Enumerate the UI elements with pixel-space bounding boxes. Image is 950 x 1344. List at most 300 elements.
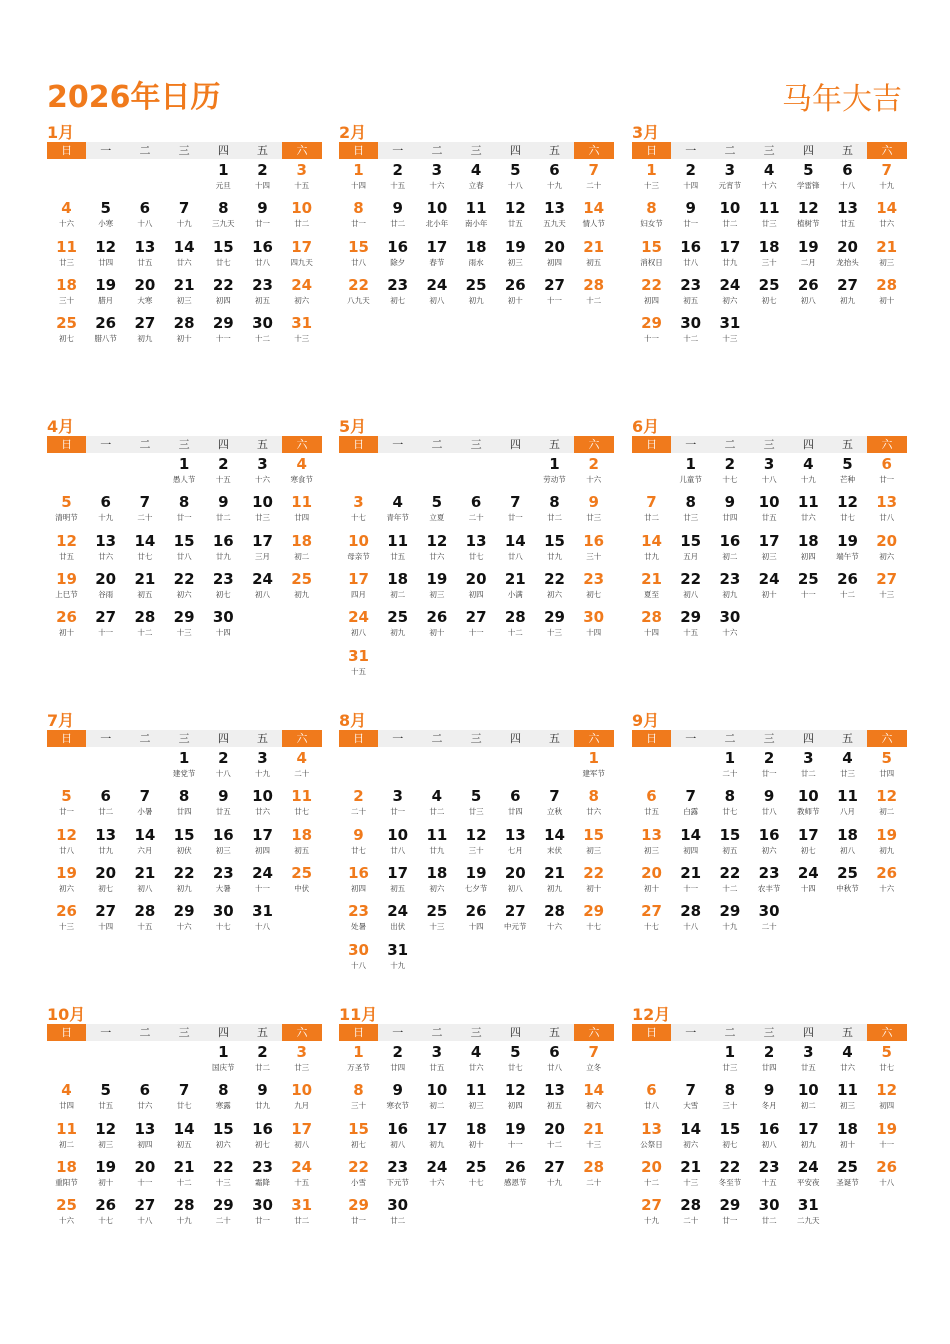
- day-cell: [828, 1080, 867, 1118]
- day-cell: [339, 1157, 378, 1195]
- day-number: 25: [387, 608, 409, 627]
- lunar-date: 初九: [840, 295, 855, 305]
- lunar-date: 十二: [176, 1177, 192, 1187]
- lunar-date: 廿一: [59, 807, 74, 817]
- lunar-date: 初二: [879, 807, 895, 817]
- day-number: 4: [842, 749, 853, 767]
- lunar-date: 南小年: [464, 219, 488, 229]
- lunar-date: 廿二: [215, 513, 231, 523]
- day-cell: [378, 198, 417, 236]
- lunar-date: 廿四: [59, 1101, 74, 1111]
- weekday-label: 日: [339, 730, 378, 747]
- lunar-date: 三九天: [212, 219, 235, 229]
- day-number: 19: [504, 1119, 526, 1138]
- lunar-date: 初九: [429, 1139, 445, 1149]
- weekday-label: 一: [685, 1026, 697, 1039]
- day-cell: [496, 237, 535, 275]
- lunar-date: 廿六: [879, 219, 895, 229]
- day-number: 9: [257, 1081, 268, 1100]
- weekday-label: 六: [574, 730, 614, 747]
- lunar-date: 廿八: [644, 1101, 659, 1111]
- day-number: 13: [95, 825, 117, 844]
- day-cell: [828, 160, 867, 198]
- lunar-date: 十六: [586, 475, 602, 484]
- weekday-header: [632, 142, 907, 159]
- day-number: 16: [252, 1119, 273, 1138]
- lunar-date: 清明节: [55, 513, 78, 523]
- weekday-label: 五: [842, 438, 854, 451]
- weekday-label: 五: [257, 144, 269, 157]
- day-number: 28: [680, 1196, 702, 1215]
- lunar-date: 十六: [547, 922, 562, 932]
- day-number: 27: [95, 608, 117, 627]
- day-number: 21: [173, 1157, 195, 1176]
- day-cell: [204, 1195, 243, 1233]
- lunar-date: 初六: [761, 845, 777, 855]
- lunar-date: 十二: [137, 628, 153, 638]
- day-number: 20: [641, 1157, 662, 1176]
- lunar-date: 九月: [294, 1101, 310, 1111]
- weekday-label: 日: [47, 142, 86, 159]
- day-number: 2: [763, 1043, 775, 1061]
- day-cell: [282, 569, 321, 607]
- lunar-date: 儿童节: [679, 475, 702, 484]
- lunar-date: 十三: [586, 1139, 602, 1149]
- day-number: 5: [61, 787, 72, 806]
- lunar-date: 十八: [137, 219, 153, 229]
- day-number: 6: [842, 161, 853, 179]
- day-cell: [125, 492, 164, 530]
- day-number: 22: [719, 1157, 741, 1176]
- day-number: 16: [387, 237, 409, 256]
- day-number: 2: [392, 1043, 403, 1061]
- lunar-date: 初三: [644, 845, 659, 855]
- day-cell: [243, 198, 282, 236]
- day-cell: [789, 1119, 828, 1157]
- lunar-date: 廿一: [255, 1216, 270, 1226]
- day-cell: [828, 1042, 867, 1080]
- day-cell: [632, 275, 671, 313]
- lunar-date: 大雪: [683, 1101, 699, 1111]
- day-cell: [282, 863, 321, 901]
- day-cell: [574, 237, 613, 275]
- day-number: 15: [583, 825, 605, 844]
- day-cell: [457, 786, 496, 824]
- lunar-date: 愚人节: [172, 475, 196, 484]
- lunar-date: 小满: [507, 589, 523, 599]
- lunar-date: 十六: [59, 219, 74, 229]
- lunar-date: 廿六: [800, 513, 816, 523]
- day-number: 7: [588, 1043, 599, 1061]
- day-number: 9: [392, 199, 403, 218]
- day-cell: [417, 1042, 456, 1080]
- lunar-date: 十九: [547, 1177, 562, 1187]
- lunar-date: 十一: [879, 1139, 895, 1149]
- lunar-date: 初二: [59, 1139, 74, 1149]
- day-number: 12: [465, 825, 487, 844]
- day-number: 18: [797, 531, 819, 550]
- lunar-date: 十六: [429, 1177, 445, 1187]
- lunar-date: 消权日: [640, 257, 663, 267]
- day-number: 23: [252, 1157, 273, 1176]
- day-number: 17: [719, 237, 741, 256]
- day-cell: [867, 1157, 906, 1195]
- day-cell: [867, 531, 906, 569]
- day-cell: [535, 198, 574, 236]
- day-number: 2: [724, 455, 736, 473]
- day-cell: [750, 531, 789, 569]
- lunar-date: 初八: [800, 295, 816, 305]
- lunar-date: 廿四: [294, 513, 310, 523]
- day-number: 1: [646, 161, 657, 179]
- day-number: 5: [881, 749, 892, 767]
- lunar-date: 大寒: [137, 295, 153, 305]
- lunar-date: 重阳节: [55, 1177, 78, 1187]
- day-number: 9: [257, 199, 268, 218]
- lunar-date: 廿六: [429, 551, 445, 561]
- day-number: 31: [719, 314, 741, 333]
- lunar-date: 立夏: [429, 513, 445, 523]
- lunar-date: 廿七: [176, 1101, 192, 1111]
- day-number: 17: [291, 237, 313, 256]
- weekday-label: 四: [217, 144, 229, 157]
- lunar-date: 中秋节: [836, 883, 859, 893]
- day-number: 16: [758, 825, 780, 844]
- weekday-label: 二: [431, 438, 443, 451]
- day-number: 23: [758, 863, 780, 882]
- day-number: 20: [837, 237, 858, 256]
- day-number: 21: [134, 863, 156, 882]
- lunar-date: 廿二: [800, 769, 816, 778]
- weekday-label: 六: [282, 730, 322, 747]
- day-number: 9: [588, 493, 599, 512]
- day-number: 24: [291, 1157, 313, 1176]
- day-number: 17: [797, 1119, 819, 1138]
- lunar-date: 除夕: [390, 257, 406, 267]
- day-number: 4: [803, 455, 814, 473]
- day-cell: [867, 863, 906, 901]
- day-number: 5: [510, 1043, 521, 1061]
- day-number: 17: [758, 531, 780, 550]
- lunar-date: 初四: [800, 551, 816, 561]
- lunar-date: 初九: [294, 589, 310, 599]
- day-cell: [671, 607, 710, 645]
- day-cell: [457, 275, 496, 313]
- day-cell: [496, 1119, 535, 1157]
- day-cell: [671, 237, 710, 275]
- day-number: 21: [544, 863, 565, 882]
- day-number: 11: [465, 1081, 487, 1100]
- day-number: 8: [549, 493, 560, 512]
- lunar-date: 廿二: [390, 219, 406, 229]
- day-number: 28: [173, 314, 195, 333]
- lunar-date: 廿八: [351, 257, 366, 267]
- day-cell: [125, 1119, 164, 1157]
- day-number: 3: [431, 161, 443, 179]
- lunar-date: 初十: [429, 628, 445, 638]
- weekday-label: 日: [47, 730, 86, 747]
- day-cell: [47, 1195, 86, 1233]
- day-number: 24: [797, 1157, 819, 1176]
- weekday-label: 四: [217, 438, 229, 451]
- day-number: 20: [134, 275, 156, 294]
- day-number: 21: [680, 1157, 702, 1176]
- lunar-date: 白露: [683, 807, 699, 817]
- day-cell: [378, 1119, 417, 1157]
- lunar-date: 十五: [351, 666, 366, 676]
- day-number: 28: [583, 1157, 605, 1176]
- day-number: 28: [134, 902, 156, 921]
- day-number: 20: [95, 863, 117, 882]
- day-cell: [496, 1080, 535, 1118]
- lunar-date: 初七: [215, 589, 231, 599]
- lunar-date: 廿六: [176, 257, 192, 267]
- day-cell: [86, 492, 125, 530]
- day-number: 10: [797, 1081, 819, 1100]
- day-cell: [243, 531, 282, 569]
- weekday-header: [47, 142, 322, 159]
- day-number: 22: [641, 275, 662, 294]
- day-cell: [574, 825, 613, 863]
- lunar-date: 初八: [507, 883, 523, 893]
- lunar-date: 廿二: [429, 807, 445, 817]
- lunar-date: 初五: [390, 883, 406, 893]
- lunar-date: 十八: [351, 960, 366, 970]
- day-number: 18: [56, 1157, 77, 1176]
- weekday-label: 三: [763, 438, 775, 451]
- day-cell: [789, 1080, 828, 1118]
- day-cell: [632, 1157, 671, 1195]
- day-number: 30: [583, 608, 605, 627]
- day-cell: [789, 1042, 828, 1080]
- lunar-date: 上巳节: [55, 589, 78, 599]
- day-cell: [339, 901, 378, 939]
- day-number: 2: [763, 749, 775, 767]
- lunar-date: 十六: [879, 883, 895, 893]
- day-number: 20: [95, 569, 117, 588]
- day-cell: [535, 160, 574, 198]
- day-cell: [750, 492, 789, 530]
- day-cell: [282, 492, 321, 530]
- day-number: 11: [387, 531, 409, 550]
- lunar-date: 十三: [294, 334, 310, 344]
- day-cell: [710, 160, 749, 198]
- day-number: 6: [100, 493, 111, 512]
- lunar-date: 三月: [255, 551, 270, 561]
- day-number: 10: [426, 1081, 448, 1100]
- day-cell: [86, 1080, 125, 1118]
- day-cell: [750, 863, 789, 901]
- day-cell: [165, 607, 204, 645]
- day-number: 23: [252, 275, 273, 294]
- lunar-date: 廿六: [586, 807, 602, 817]
- day-number: 15: [544, 531, 565, 550]
- day-number: 21: [876, 237, 898, 256]
- lunar-date: 初六: [294, 295, 310, 305]
- day-number: 30: [252, 314, 273, 333]
- day-number: 10: [252, 787, 273, 806]
- month-title: 12月: [632, 1005, 671, 1024]
- day-cell: [417, 607, 456, 645]
- lunar-date: 万圣节: [347, 1063, 370, 1072]
- day-number: 19: [837, 531, 858, 550]
- weekday-label: 三: [763, 1026, 775, 1039]
- day-number: 11: [465, 199, 487, 218]
- day-number: 13: [134, 237, 156, 256]
- lunar-date: 十六: [255, 475, 270, 484]
- weekday-label: 五: [549, 144, 561, 157]
- day-number: 10: [426, 199, 448, 218]
- lunar-date: 感恩节: [504, 1177, 527, 1187]
- day-cell: [789, 454, 828, 492]
- day-number: 3: [431, 1043, 443, 1061]
- day-cell: [867, 237, 906, 275]
- lunar-date: 十九: [644, 1216, 659, 1226]
- day-cell: [574, 160, 613, 198]
- day-number: 19: [95, 275, 117, 294]
- day-number: 12: [95, 1119, 117, 1138]
- month-title: 4月: [47, 417, 75, 436]
- day-number: 5: [510, 161, 521, 179]
- day-cell: [125, 198, 164, 236]
- weekday-label: 五: [842, 1026, 854, 1039]
- lunar-date: 初六: [59, 883, 74, 893]
- lunar-date: 廿五: [644, 807, 659, 817]
- day-cell: [282, 275, 321, 313]
- day-number: 22: [719, 863, 741, 882]
- day-number: 5: [100, 1081, 111, 1100]
- lunar-date: 十八: [879, 1177, 895, 1187]
- lunar-date: 植树节: [797, 219, 820, 229]
- day-number: 8: [353, 199, 364, 218]
- day-cell: [417, 275, 456, 313]
- day-number: 26: [797, 275, 819, 294]
- day-number: 26: [504, 275, 526, 294]
- day-cell: [378, 1195, 417, 1233]
- day-number: 6: [139, 1081, 151, 1100]
- day-number: 29: [719, 902, 741, 921]
- day-number: 27: [134, 314, 156, 333]
- day-number: 22: [348, 1157, 369, 1176]
- day-cell: [282, 1042, 321, 1080]
- day-number: 11: [837, 1081, 858, 1100]
- day-cell: [282, 825, 321, 863]
- day-cell: [47, 313, 86, 351]
- lunar-date: 廿九: [429, 845, 445, 855]
- day-number: 8: [685, 493, 696, 512]
- day-number: 22: [173, 569, 195, 588]
- day-number: 15: [680, 531, 702, 550]
- day-cell: [47, 275, 86, 313]
- lunar-date: 下元节: [386, 1177, 409, 1187]
- lunar-date: 廿二: [761, 1216, 777, 1226]
- lunar-date: 五九天: [543, 219, 566, 229]
- lunar-date: 寒衣节: [386, 1101, 409, 1111]
- day-number: 27: [134, 1196, 156, 1215]
- day-number: 20: [134, 1157, 156, 1176]
- day-cell: [789, 492, 828, 530]
- day-number: 1: [178, 749, 190, 767]
- day-number: 30: [212, 608, 234, 627]
- lunar-date: 廿七: [840, 513, 855, 523]
- day-number: 23: [348, 902, 369, 921]
- lunar-date: 十八: [683, 922, 699, 932]
- day-cell: [535, 531, 574, 569]
- day-number: 15: [719, 1119, 741, 1138]
- lunar-date: 初五: [722, 845, 738, 855]
- weekday-label: 六: [574, 142, 614, 159]
- day-cell: [535, 901, 574, 939]
- lunar-date: 廿五: [507, 219, 523, 229]
- lunar-date: 廿五: [59, 551, 74, 561]
- day-cell: [378, 607, 417, 645]
- lunar-date: 廿三: [840, 769, 855, 778]
- lunar-date: 十四: [468, 922, 484, 932]
- day-number: 8: [353, 1081, 364, 1100]
- lunar-date: 初三: [840, 1101, 855, 1111]
- weekday-label: 一: [685, 732, 697, 745]
- day-cell: [204, 901, 243, 939]
- lunar-date: 廿三: [722, 1063, 738, 1072]
- day-number: 20: [504, 863, 526, 882]
- day-cell: [165, 1080, 204, 1118]
- weekday-label: 日: [339, 1024, 378, 1041]
- day-cell: [125, 901, 164, 939]
- day-number: 24: [252, 569, 273, 588]
- day-cell: [204, 825, 243, 863]
- day-cell: [535, 1080, 574, 1118]
- day-cell: [417, 1119, 456, 1157]
- day-cell: [378, 1042, 417, 1080]
- day-number: 21: [583, 237, 605, 256]
- lunar-date: 廿七: [879, 1063, 895, 1072]
- day-cell: [671, 313, 710, 351]
- day-cell: [243, 1042, 282, 1080]
- day-cell: [535, 492, 574, 530]
- day-number: 30: [680, 314, 702, 333]
- weekday-label: 日: [632, 436, 671, 453]
- day-cell: [632, 1119, 671, 1157]
- lunar-date: 初三: [586, 845, 602, 855]
- day-number: 17: [252, 531, 273, 550]
- day-number: 29: [348, 1196, 369, 1215]
- day-number: 17: [348, 569, 369, 588]
- day-cell: [204, 786, 243, 824]
- lunar-date: 十一: [468, 628, 484, 638]
- weekday-label: 四: [802, 144, 814, 157]
- lunar-date: 十二: [507, 628, 523, 638]
- lunar-date: 初十: [586, 883, 602, 893]
- day-cell: [417, 160, 456, 198]
- weekday-label: 二: [139, 144, 151, 157]
- day-cell: [496, 492, 535, 530]
- day-cell: [47, 901, 86, 939]
- day-cell: [125, 313, 164, 351]
- day-cell: [282, 454, 321, 492]
- lunar-date: 二十: [586, 1177, 602, 1187]
- weekday-label: 日: [47, 1024, 86, 1041]
- weekday-label: 四: [509, 732, 521, 745]
- day-cell: [574, 786, 613, 824]
- day-cell: [535, 454, 574, 492]
- day-cell: [710, 313, 749, 351]
- day-cell: [867, 492, 906, 530]
- weekday-label: 一: [392, 1026, 404, 1039]
- day-cell: [750, 786, 789, 824]
- lunar-date: 腊月: [98, 295, 114, 305]
- day-number: 7: [510, 493, 521, 512]
- weekday-label: 六: [867, 730, 907, 747]
